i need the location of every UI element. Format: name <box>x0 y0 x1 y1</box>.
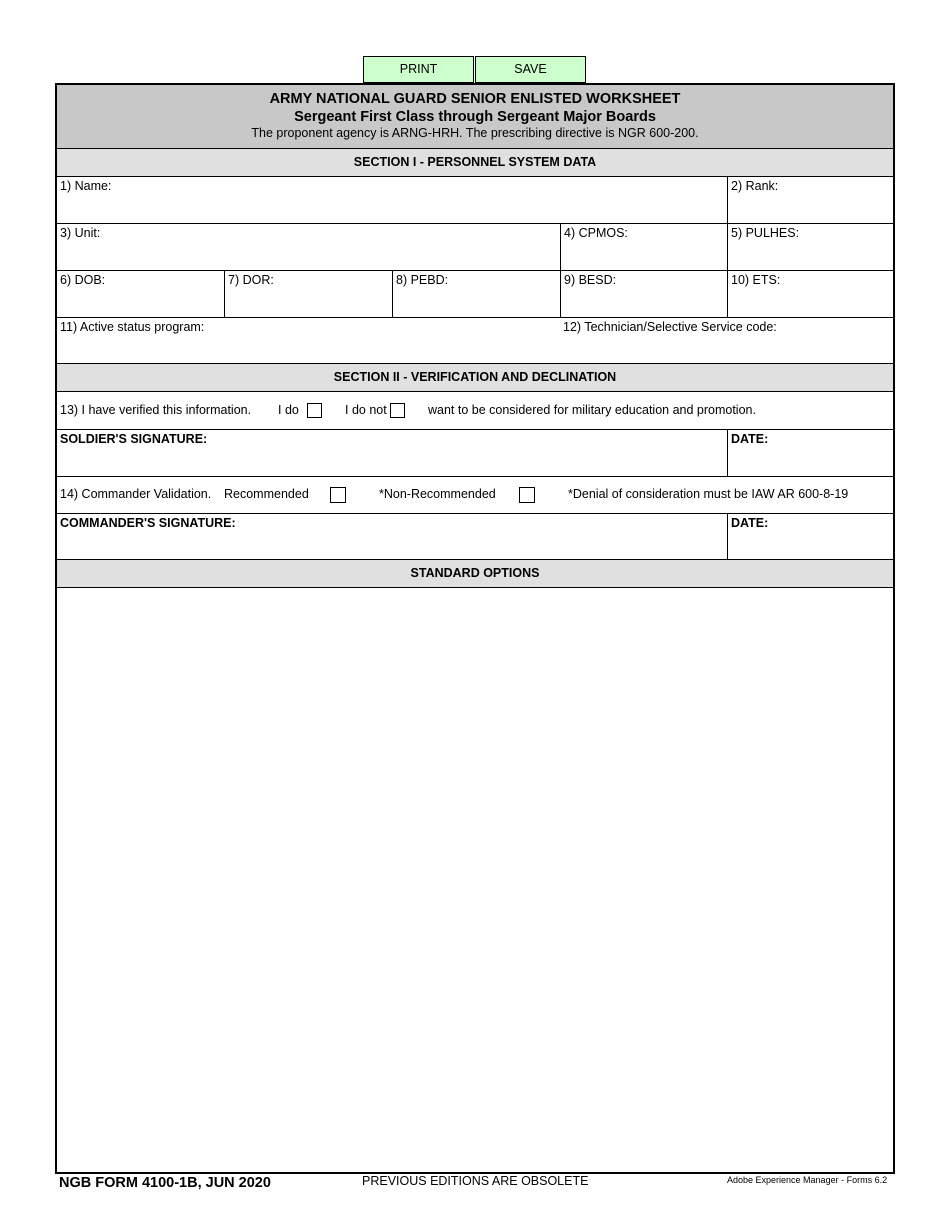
form-number: NGB FORM 4100-1B, JUN 2020 <box>59 1175 271 1191</box>
pulhes-label: 5) PULHES: <box>731 226 800 240</box>
i-do-checkbox[interactable] <box>307 403 322 418</box>
commander-date-field[interactable] <box>727 514 893 559</box>
row-unit <box>57 224 893 271</box>
soldier-date-label: DATE: <box>731 432 769 446</box>
besd-label: 9) BESD: <box>564 273 617 287</box>
dor-label: 7) DOR: <box>228 273 274 287</box>
row-verification <box>57 392 893 430</box>
technician-code-label: 12) Technician/Selective Service code: <box>563 320 777 334</box>
commander-signature-field[interactable] <box>57 514 727 559</box>
section-2-header: SECTION II - VERIFICATION AND DECLINATION <box>57 364 893 392</box>
pebd-field[interactable] <box>392 271 560 317</box>
previous-editions-note: PREVIOUS EDITIONS ARE OBSOLETE <box>362 1174 589 1188</box>
cpmos-field[interactable] <box>560 224 727 270</box>
active-status-field[interactable] <box>57 318 560 363</box>
consider-text: want to be considered for military education and promotion. <box>428 403 756 417</box>
unit-label: 3) Unit: <box>60 226 101 240</box>
i-do-not-label: I do not <box>345 403 387 417</box>
soldier-signature-label: SOLDIER'S SIGNATURE: <box>60 432 208 446</box>
row-commander-validation <box>57 477 893 514</box>
form-subtitle: Sergeant First Class through Sergeant Major Boards <box>294 109 656 125</box>
print-button[interactable]: PRINT <box>363 56 474 83</box>
commander-validation-text: 14) Commander Validation. <box>60 487 212 501</box>
row-dates <box>57 271 893 318</box>
rank-label: 2) Rank: <box>731 179 779 193</box>
form-header <box>57 85 893 149</box>
non-recommended-checkbox[interactable] <box>519 487 535 503</box>
software-credit: Adobe Experience Manager - Forms 6.2 <box>727 1175 888 1185</box>
technician-code-field[interactable] <box>560 318 893 363</box>
section-1-header: SECTION I - PERSONNEL SYSTEM DATA <box>57 149 893 177</box>
non-recommended-label: *Non-Recommended <box>379 487 496 501</box>
dor-field[interactable] <box>224 271 392 317</box>
save-button[interactable]: SAVE <box>475 56 586 83</box>
rank-field[interactable] <box>727 177 893 223</box>
dob-label: 6) DOB: <box>60 273 106 287</box>
unit-field[interactable] <box>57 224 560 270</box>
row-status <box>57 318 893 364</box>
commander-signature-label: COMMANDER'S SIGNATURE: <box>60 516 236 530</box>
ets-label: 10) ETS: <box>731 273 781 287</box>
row-soldier-signature <box>57 430 893 477</box>
proponent-text: The proponent agency is ARNG-HRH. The prescribing directive is NGR 600-200. <box>251 126 699 140</box>
active-status-label: 11) Active status program: <box>60 320 205 334</box>
name-field[interactable] <box>57 177 727 223</box>
recommended-checkbox[interactable] <box>330 487 346 503</box>
name-label: 1) Name: <box>60 179 112 193</box>
row-commander-signature <box>57 514 893 560</box>
standard-options-area[interactable] <box>57 588 893 1172</box>
commander-date-label: DATE: <box>731 516 769 530</box>
i-do-not-checkbox[interactable] <box>390 403 405 418</box>
cpmos-label: 4) CPMOS: <box>564 226 628 240</box>
recommended-label: Recommended <box>224 487 309 501</box>
verify-text: 13) I have verified this information. <box>60 403 252 417</box>
denial-note: *Denial of consideration must be IAW AR 600-8-19 <box>568 487 849 501</box>
besd-field[interactable] <box>560 271 727 317</box>
pulhes-field[interactable] <box>727 224 893 270</box>
row-name-rank <box>57 177 893 224</box>
worksheet-form <box>55 83 895 1174</box>
ets-field[interactable] <box>727 271 893 317</box>
form-title: ARMY NATIONAL GUARD SENIOR ENLISTED WORKSHEET <box>269 91 681 107</box>
soldier-signature-field[interactable] <box>57 430 727 476</box>
soldier-date-field[interactable] <box>727 430 893 476</box>
standard-options-header: STANDARD OPTIONS <box>57 560 893 588</box>
dob-field[interactable] <box>57 271 224 317</box>
pebd-label: 8) PEBD: <box>396 273 449 287</box>
i-do-label: I do <box>278 403 299 417</box>
